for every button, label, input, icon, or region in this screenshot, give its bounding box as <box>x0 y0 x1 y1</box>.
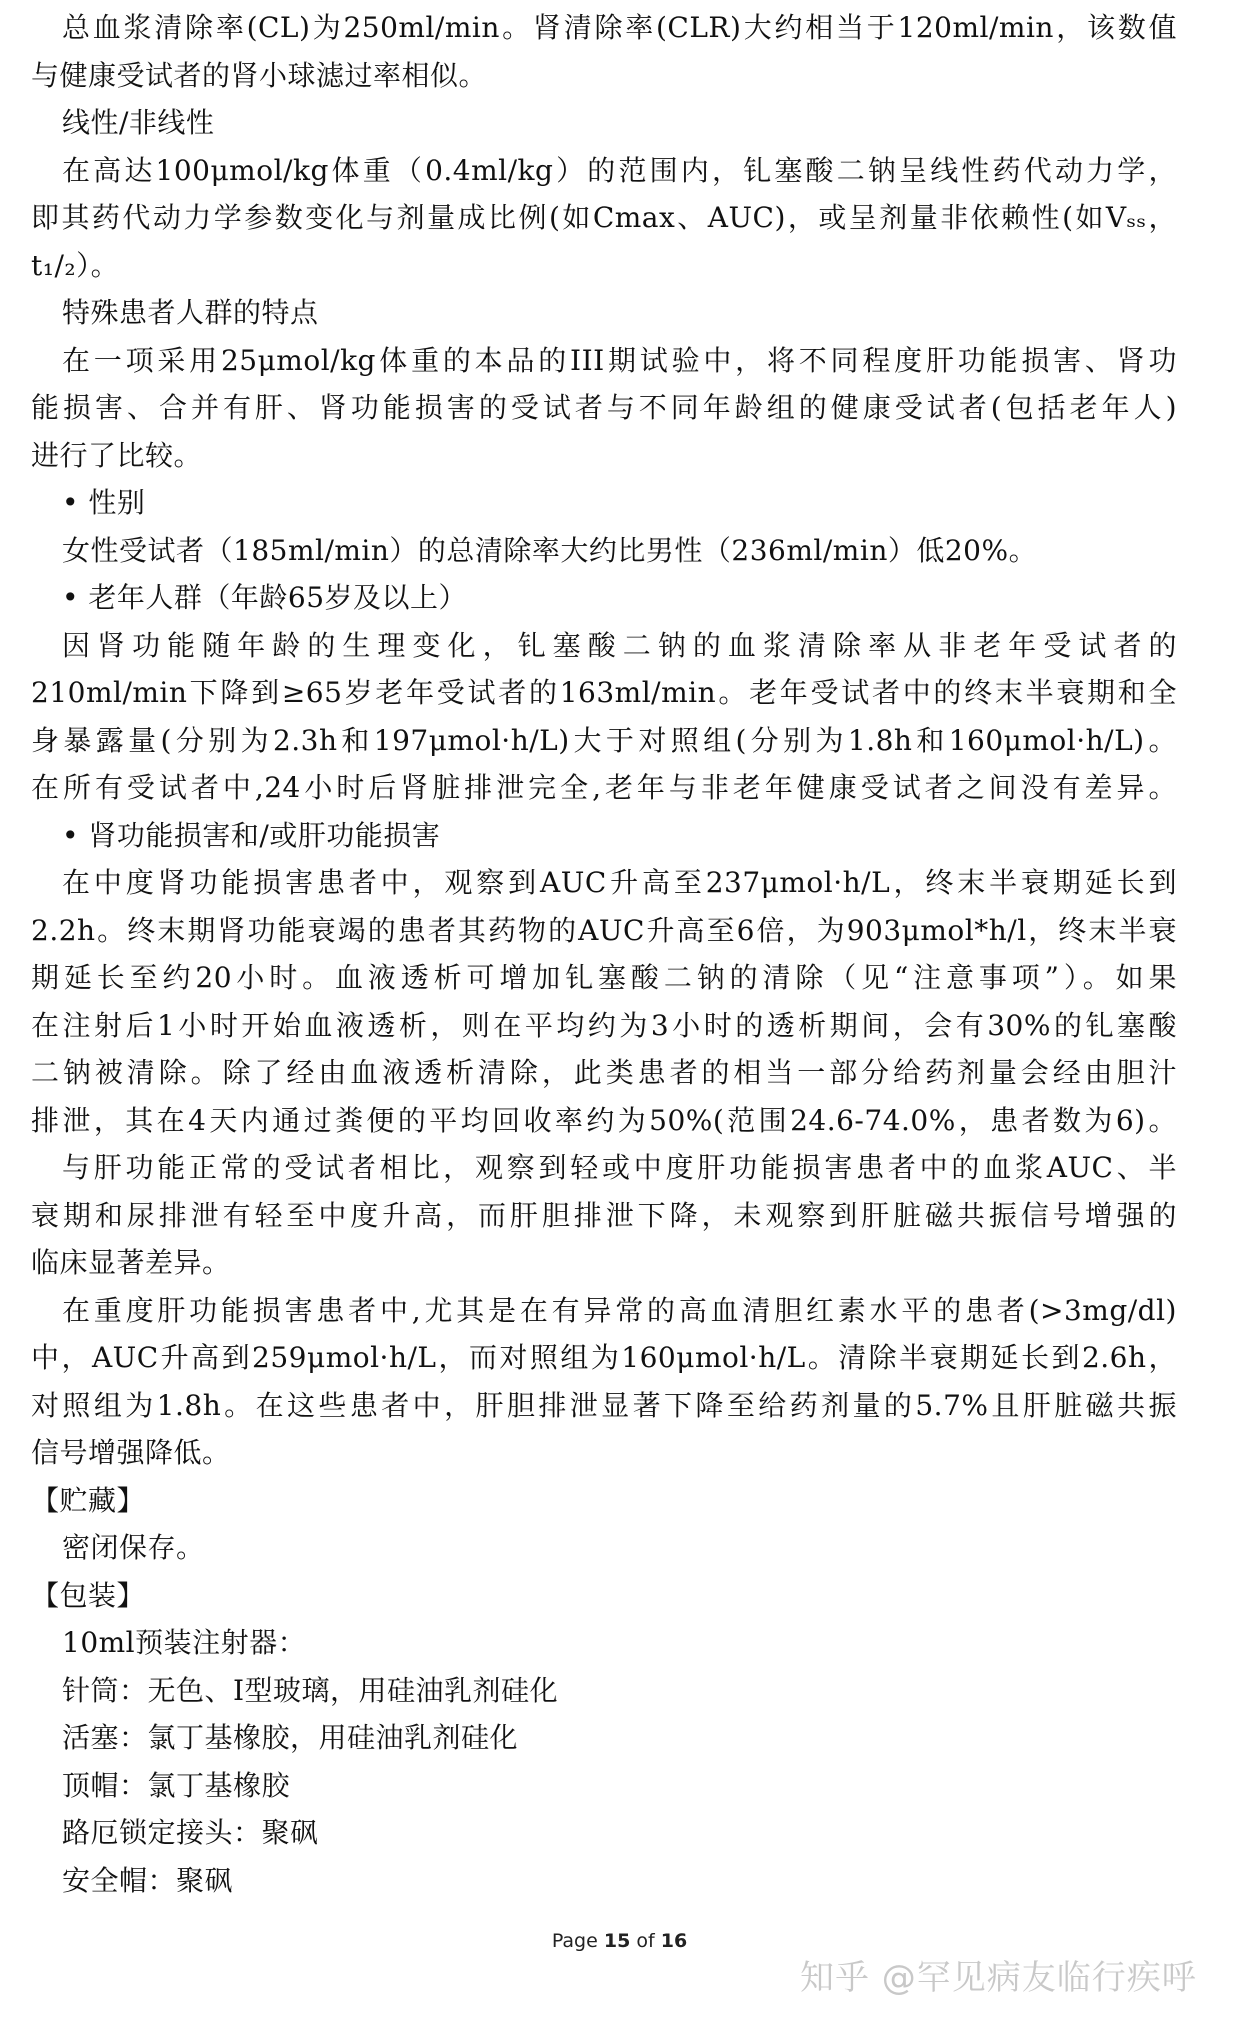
text-line: • 性别 <box>62 486 146 519</box>
text-line: 特殊患者人群的特点 <box>62 296 319 329</box>
text-line: 在所有受试者中,24小时后肾脏排泄完全,老年与非老年健康受试者之间没有差异。 <box>31 771 1177 804</box>
text-line: 活塞：氯丁基橡胶，用硅油乳剂硅化 <box>62 1721 519 1754</box>
text-line: 临床显著差异。 <box>31 1246 231 1279</box>
text-line: 路厄锁定接头：聚砜 <box>62 1816 319 1849</box>
page-total: 16 <box>660 1930 688 1952</box>
text-line: 密闭保存。 <box>62 1531 205 1564</box>
text-line: 线性/非线性 <box>62 106 215 139</box>
text-line: t₁/₂）。 <box>31 248 120 282</box>
page-current: 15 <box>603 1930 631 1952</box>
text-line: 期延长至约20小时。血液透析可增加钆塞酸二钠的清除（见“注意事项”）。如果 <box>31 961 1177 994</box>
text-line: 针筒：无色、I型玻璃，用硅油乳剂硅化 <box>62 1673 559 1707</box>
text-line: 总血浆清除率(CL)为250ml/min。肾清除率(CLR)大约相当于120ml/min，该数值 <box>62 11 1177 44</box>
text-line: 排泄，其在4天内通过粪便的平均回收率约为50%(范围24.6-74.0%，患者数为6)。 <box>31 1103 1177 1137</box>
text-line: 能损害、合并有肝、肾功能损害的受试者与不同年龄组的健康受试者(包括老年人) <box>31 391 1177 424</box>
text-line: 在高达100μmol/kg体重（0.4ml/kg）的范围内，钆塞酸二钠呈线性药代动力学， <box>62 153 1177 187</box>
text-line: 衰期和尿排泄有轻至中度升高，而肝胆排泄下降，未观察到肝脏磁共振信号增强的 <box>31 1198 1177 1232</box>
text-line: 在一项采用25μmol/kg体重的本品的III期试验中，将不同程度肝功能损害、肾功 <box>62 343 1177 377</box>
text-line: 与肝功能正常的受试者相比，观察到轻或中度肝功能损害患者中的血浆AUC、半 <box>62 1151 1177 1184</box>
text-line: 210ml/min下降到≥65岁老年受试者的163ml/min。老年受试者中的终末半衰期和全 <box>31 676 1177 709</box>
page-label: Page <box>551 1930 598 1952</box>
watermark: 知乎 @罕见病友临行疾呼 <box>800 1958 1197 1998</box>
text-line: 身暴露量(分别为2.3h和197μmol·h/L)大于对照组(分别为1.8h和160μmol·h/L)。 <box>31 723 1177 757</box>
document-body <box>31 4 1177 1904</box>
text-line: 信号增强降低。 <box>31 1436 231 1469</box>
text-line: 与健康受试者的肾小球滤过率相似。 <box>31 58 488 92</box>
text-line: 对照组为1.8h。在这些患者中，肝胆排泄显著下降至给药剂量的5.7%且肝脏磁共振 <box>31 1388 1177 1422</box>
page-footer <box>0 1930 1239 1952</box>
text-line: 顶帽：氯丁基橡胶 <box>62 1768 291 1802</box>
text-line: 即其药代动力学参数变化与剂量成比例(如Cmax、AUC)，或呈剂量非依赖性(如Vₛₛ， <box>31 201 1177 234</box>
text-line: 在重度肝功能损害患者中,尤其是在有异常的高血清胆红素水平的患者(>3mg/dl) <box>62 1293 1177 1327</box>
of-label: of <box>636 1930 655 1952</box>
text-line: 2.2h。终末期肾功能衰竭的患者其药物的AUC升高至6倍，为903μmol*h/l，终末半衰 <box>31 913 1177 947</box>
text-line: 安全帽：聚砜 <box>62 1863 234 1897</box>
text-line: • 老年人群（年龄65岁及以上） <box>62 581 468 614</box>
text-line: 10ml预装注射器： <box>62 1626 307 1659</box>
text-line: 【包装】 <box>31 1578 146 1612</box>
text-line: 因肾功能随年龄的生理变化，钆塞酸二钠的血浆清除率从非老年受试者的 <box>62 628 1177 662</box>
text-line: 二钠被清除。除了经由血液透析清除，此类患者的相当一部分给药剂量会经由胆汁 <box>31 1056 1177 1089</box>
text-line: 中，AUC升高到259μmol·h/L，而对照组为160μmol·h/L。清除半衰期延长到2.6h， <box>31 1341 1177 1374</box>
text-line: 进行了比较。 <box>31 438 203 472</box>
text-line: 女性受试者（185ml/min）的总清除率大约比男性（236ml/min）低20%。 <box>62 533 1038 567</box>
text-line: 在注射后1小时开始血液透析，则在平均约为3小时的透析期间，会有30%的钆塞酸 <box>31 1008 1177 1042</box>
text-line: 【贮藏】 <box>31 1483 146 1517</box>
text-line: • 肾功能损害和/或肝功能损害 <box>62 818 441 852</box>
text-line: 在中度肾功能损害患者中，观察到AUC升高至237μmol·h/L，终末半衰期延长到 <box>62 866 1177 899</box>
